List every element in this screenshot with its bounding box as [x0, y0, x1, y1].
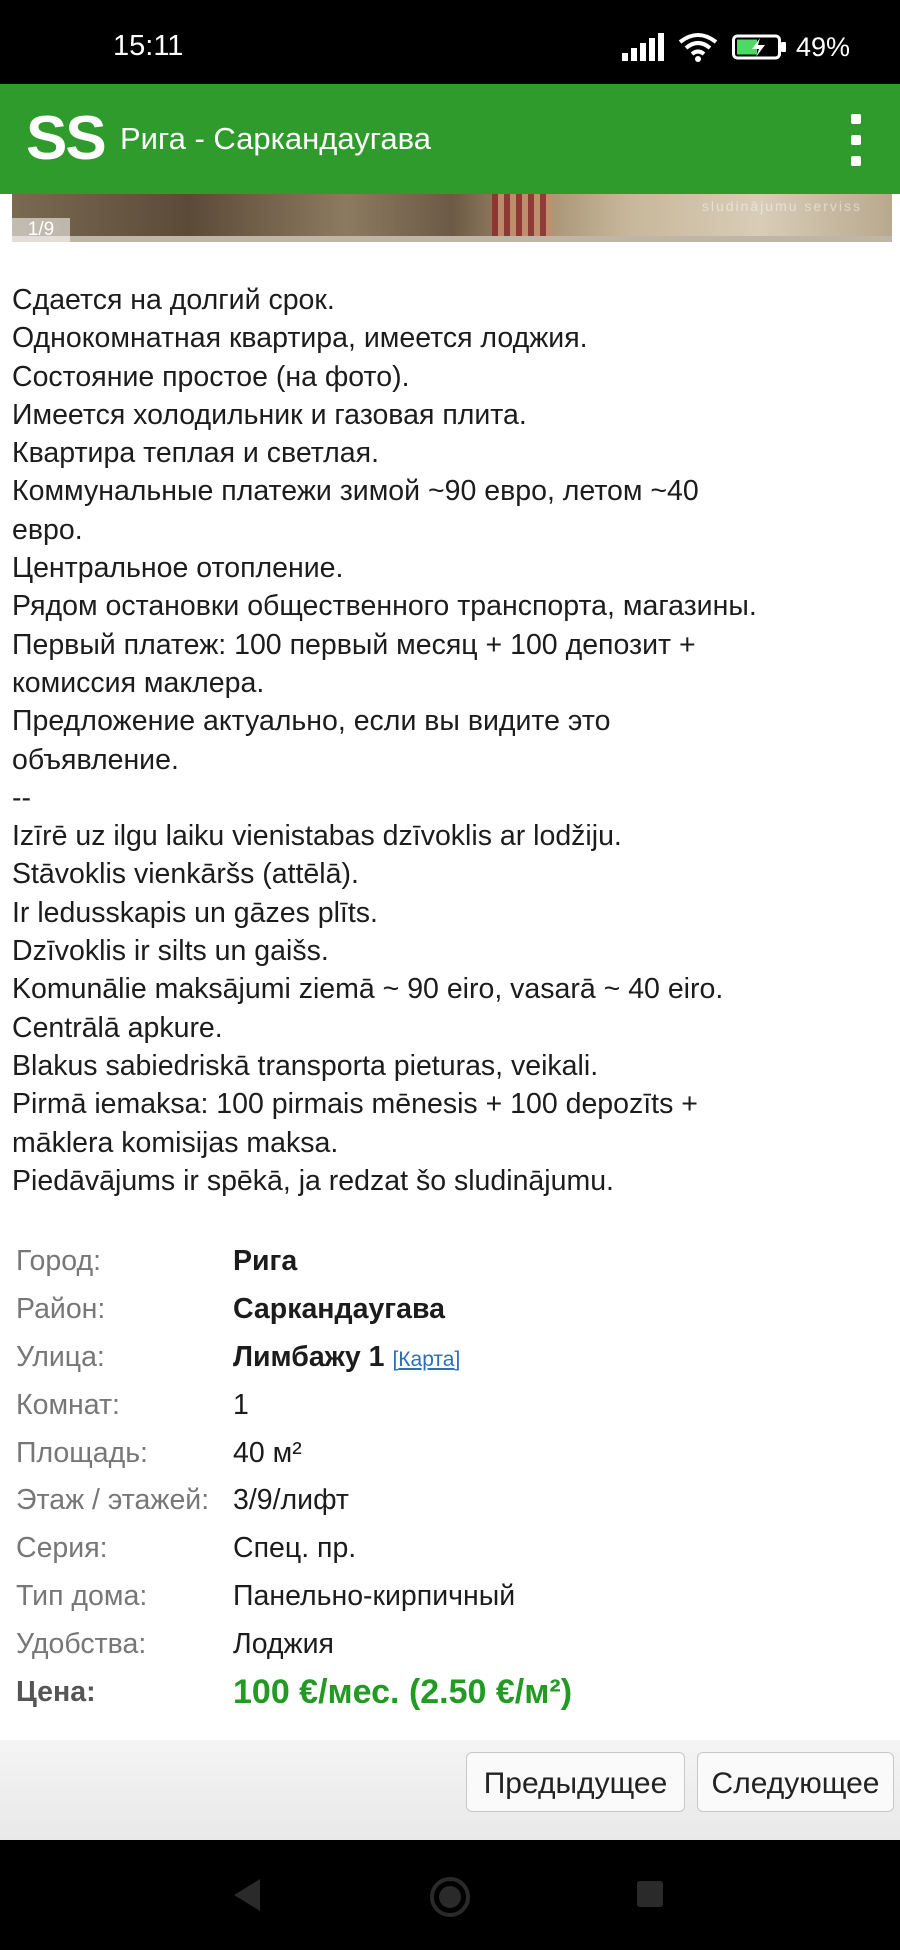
street-value: Лимбажу 1	[233, 1340, 385, 1373]
system-navigation-bar	[0, 1840, 900, 1950]
description-line: Pirmā iemaksa: 100 pirmais mēnesis + 100 depozīts +	[12, 1088, 698, 1121]
series-value: Спец. пр.	[233, 1532, 357, 1565]
detail-row-district	[16, 1286, 886, 1334]
description-separator: --	[12, 781, 31, 814]
amenities-value: Лоджия	[233, 1627, 334, 1660]
detail-row-street	[16, 1334, 886, 1382]
app-bar	[0, 84, 900, 194]
description-line: Blakus sabiedriskā transporta pieturas, veikali.	[12, 1049, 599, 1082]
description-line: Коммунальные платежи зимой ~90 евро, летом ~40	[12, 475, 699, 508]
description-line: Izīrē uz ilgu laiku vienistabas dzīvoklis ar lodžiju.	[12, 820, 622, 853]
map-link[interactable]: Карта	[398, 1347, 455, 1371]
floor-label: Этаж / этажей:	[16, 1484, 210, 1517]
page-title: Рига - Саркандаугава	[120, 121, 431, 156]
map-link-bracket-close: ]	[454, 1347, 461, 1371]
description-line: Dzīvoklis ir silts un gaišs.	[12, 935, 329, 968]
description-line: Предложение актуально, если вы видите это	[12, 705, 611, 738]
battery-percentage: 49%	[795, 31, 850, 62]
detail-row-area	[16, 1429, 886, 1477]
price-value: 100 €/мес. (2.50 €/м²)	[233, 1672, 573, 1711]
detail-row-floor	[16, 1477, 886, 1525]
detail-row-house-type	[16, 1573, 886, 1621]
wifi-icon	[678, 32, 718, 62]
street-cell	[233, 1334, 886, 1382]
description-line: Piedāvājums ir spēkā, ja redzat šo sludinājumu.	[12, 1164, 614, 1197]
description-line: Centrālā apkure.	[12, 1011, 223, 1044]
detail-row-price	[16, 1668, 886, 1716]
battery-icon	[732, 33, 788, 61]
status-icons	[622, 30, 850, 64]
price-label: Цена:	[16, 1675, 96, 1708]
description-line: Сдается на долгий срок.	[12, 284, 335, 316]
photo-detail	[492, 194, 552, 242]
district-label: Район:	[16, 1293, 106, 1326]
detail-row-amenities	[16, 1620, 886, 1668]
photo-counter: 1/9	[12, 218, 70, 242]
rooms-label: Комнат:	[16, 1388, 120, 1421]
rooms-value: 1	[233, 1388, 249, 1421]
description-line: Ir ledusskapis un gāzes plīts.	[12, 896, 378, 929]
area-label: Площадь:	[16, 1436, 148, 1469]
back-icon[interactable]	[232, 1877, 262, 1913]
photo-watermark: sludinājumu serviss	[701, 198, 862, 214]
description-line: Первый платеж: 100 первый месяц + 100 депозит +	[12, 628, 696, 661]
house-type-label: Тип дома:	[16, 1579, 148, 1612]
detail-row-rooms	[16, 1381, 886, 1429]
listing-description	[12, 281, 892, 1200]
description-line: евро.	[12, 513, 83, 546]
listing-navigation	[0, 1740, 900, 1840]
description-line: māklera komisijas maksa.	[12, 1126, 339, 1159]
detail-row-city	[16, 1238, 886, 1286]
city-value: Рига	[233, 1245, 298, 1278]
status-time: 15:11	[113, 30, 184, 62]
description-line: Квартира теплая и светлая.	[12, 437, 380, 470]
recent-apps-icon[interactable]	[637, 1881, 663, 1907]
floor-value: 3/9/лифт	[233, 1484, 349, 1517]
photo-edge	[12, 236, 892, 242]
district-value: Саркандаугава	[233, 1293, 446, 1326]
series-label: Серия:	[16, 1532, 108, 1565]
description-line: Stāvoklis vienkāršs (attēlā).	[12, 858, 359, 891]
description-line: Однокомнатная квартира, имеется лоджия.	[12, 322, 588, 355]
photo-gallery[interactable]	[12, 194, 892, 242]
description-line: комиссия маклера.	[12, 666, 265, 699]
description-line: Состояние простое (на фото).	[12, 360, 410, 393]
description-line: Центральное отопление.	[12, 552, 344, 585]
ss-logo[interactable]: SS	[26, 104, 105, 173]
listing-details-table	[16, 1238, 886, 1716]
house-type-value: Панельно-кирпичный	[233, 1579, 516, 1612]
area-value: 40 м²	[233, 1436, 302, 1469]
home-icon[interactable]	[429, 1876, 471, 1918]
description-line: Рядом остановки общественного транспорта, магазины.	[12, 590, 757, 623]
city-label: Город:	[16, 1245, 101, 1278]
amenities-label: Удобства:	[16, 1627, 147, 1660]
overflow-menu-icon[interactable]	[844, 114, 868, 166]
next-button[interactable]: Следующее	[697, 1752, 894, 1812]
detail-row-series	[16, 1525, 886, 1573]
status-bar	[0, 0, 900, 84]
description-line: Komunālie maksājumi ziemā ~ 90 eiro, vasarā ~ 40 eiro.	[12, 973, 724, 1006]
description-line: Имеется холодильник и газовая плита.	[12, 398, 527, 431]
street-label: Улица:	[16, 1340, 105, 1373]
map-link-bracket-open: [	[392, 1347, 399, 1371]
signal-icon	[622, 33, 664, 61]
description-line: объявление.	[12, 743, 179, 776]
previous-button[interactable]: Предыдущее	[466, 1752, 685, 1812]
